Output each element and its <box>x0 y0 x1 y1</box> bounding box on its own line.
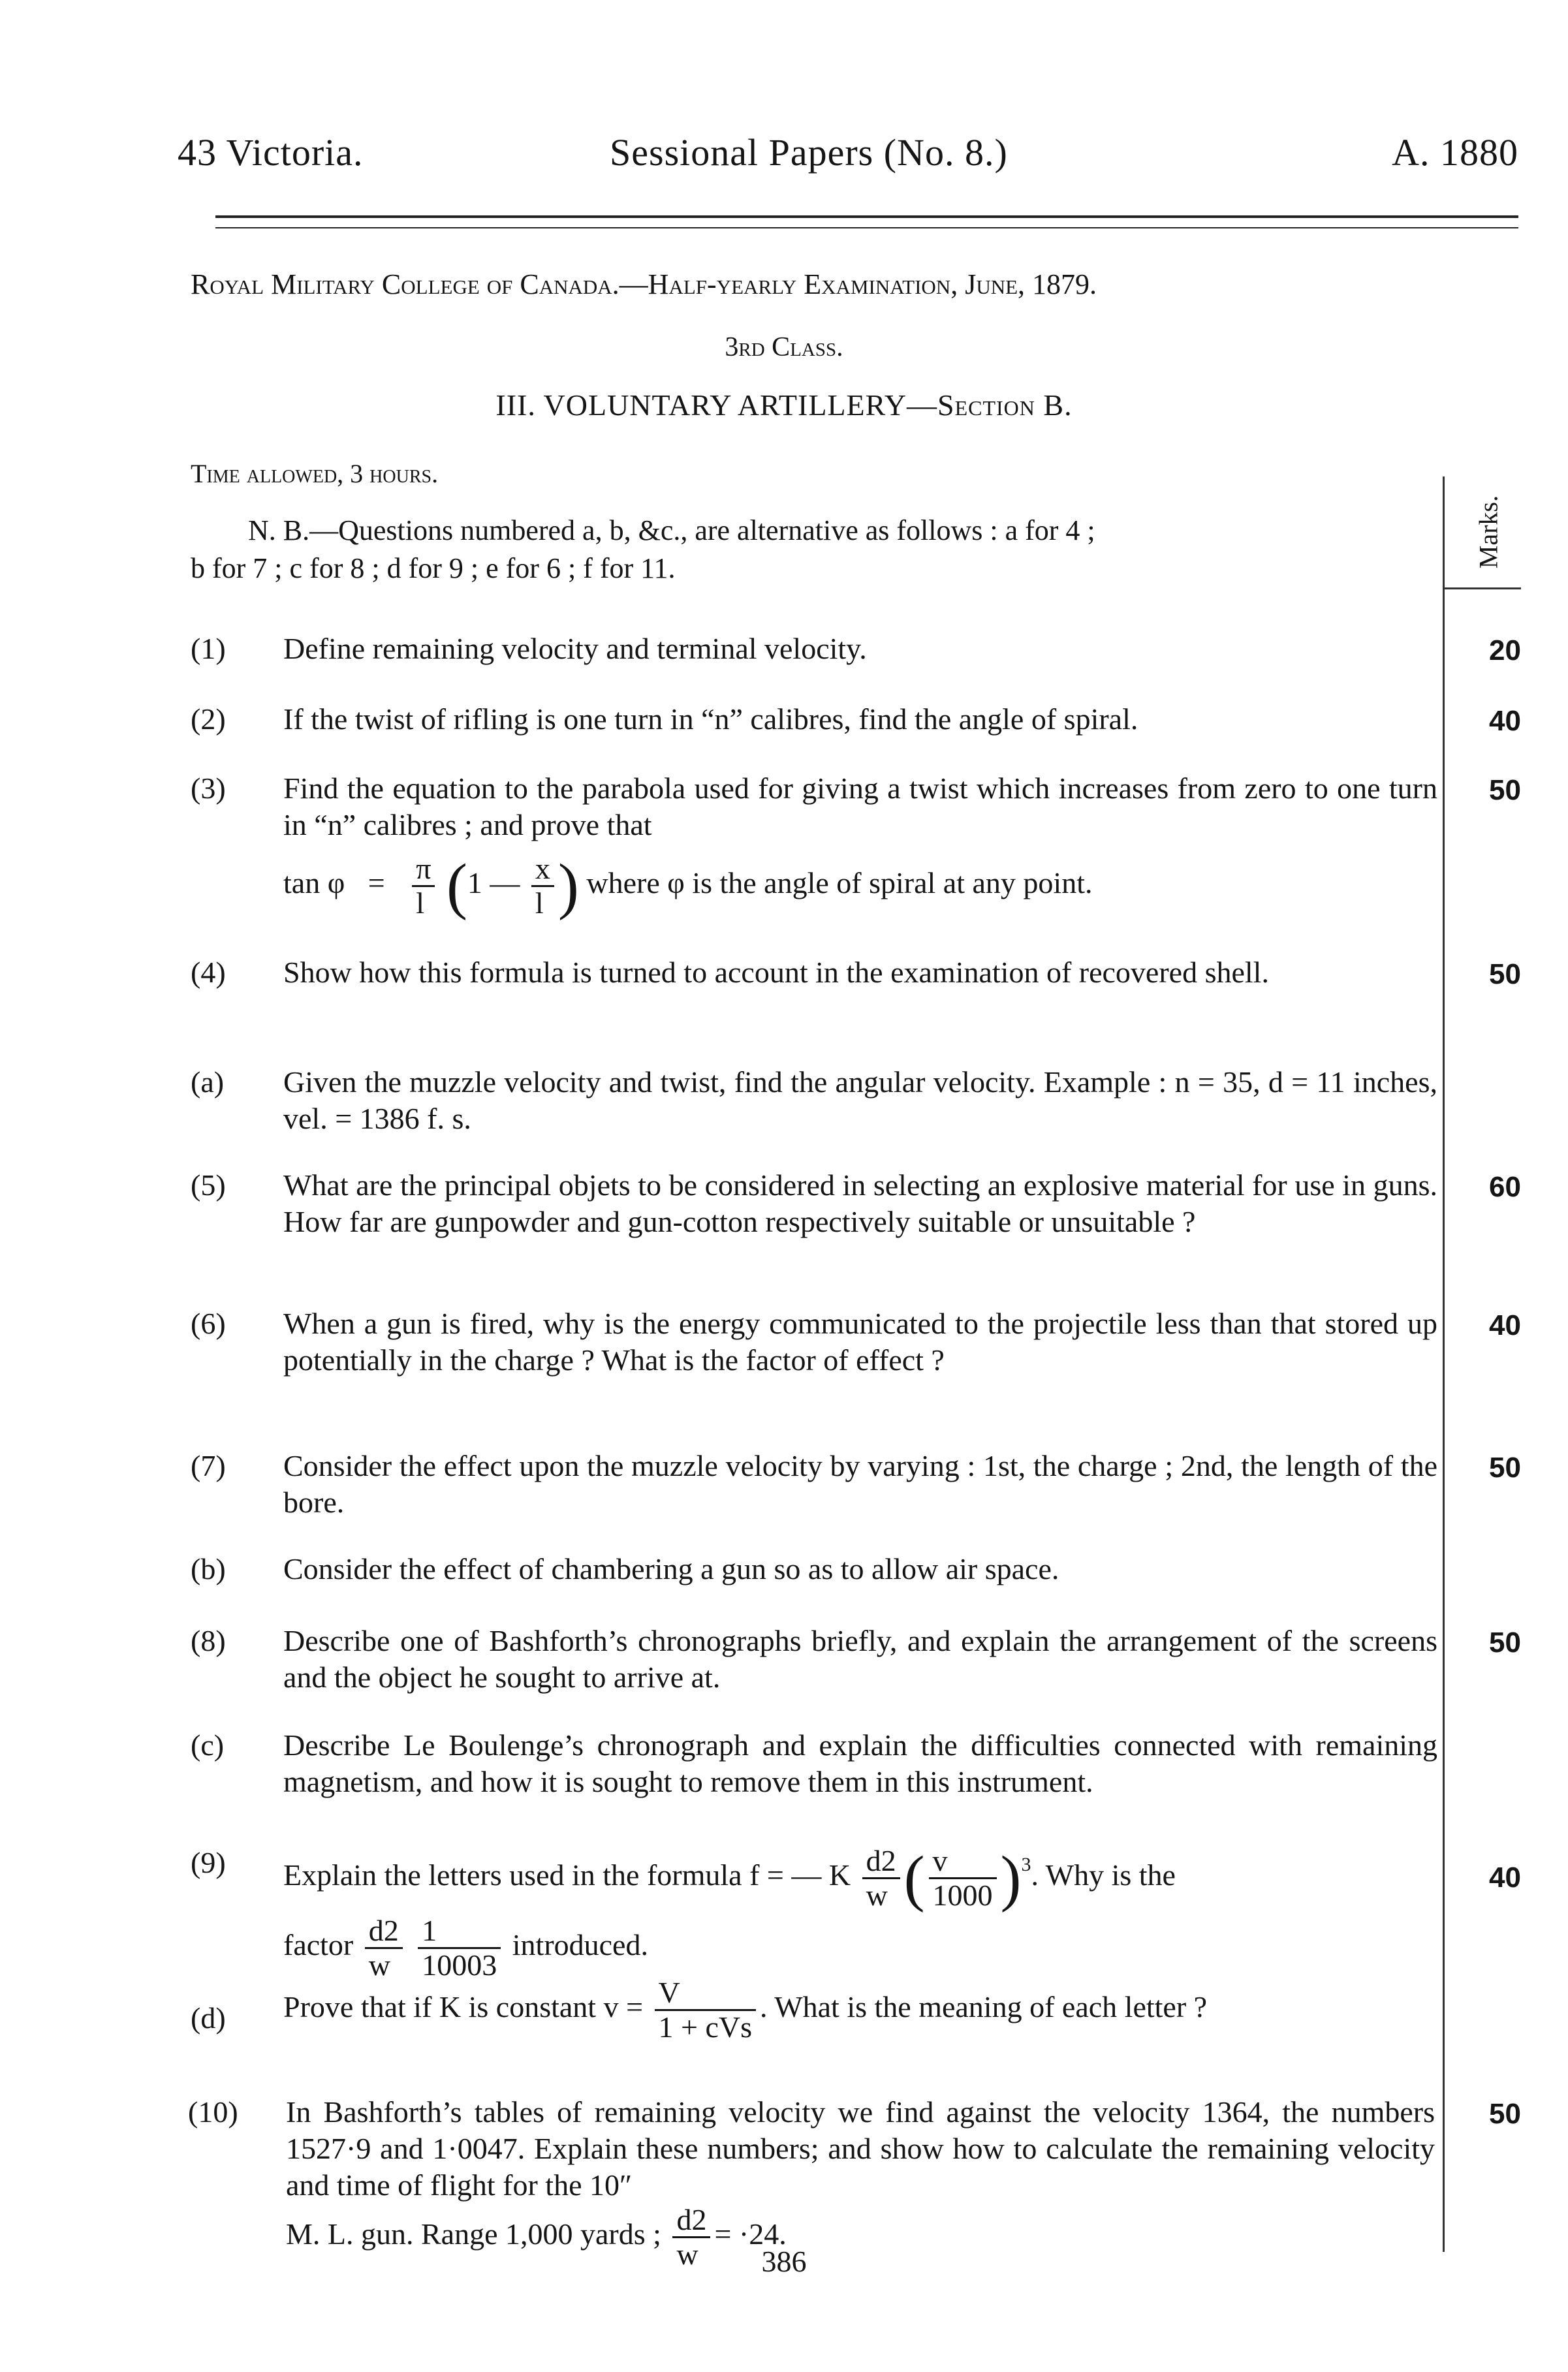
eq-close-paren: ) <box>557 850 579 921</box>
question-4 <box>191 954 1437 991</box>
question-number: (9) <box>191 1846 226 1879</box>
prove-tail: . What is the meaning of each letter ? <box>760 1990 1208 2024</box>
eq-open-paren: ( <box>446 850 467 921</box>
question-text: Describe Le Boulenge’s chronograph and explain the difficulties connected with remaining magnetism, and how it is sought to remove them in this instrument. <box>283 1728 1437 1798</box>
question-text: What are the principal objets to be considered in selecting an explosive material for use in guns. How far are gunpowder and gun-cotton respectively suitable or unsuitable ? <box>283 1168 1437 1238</box>
question-number: (5) <box>191 1168 226 1202</box>
eq-equals: = <box>368 866 385 900</box>
mark-5: 60 <box>1489 1171 1521 1203</box>
question-3 <box>191 770 1437 920</box>
mark-4: 50 <box>1489 958 1521 990</box>
mark-10: 50 <box>1489 2098 1521 2130</box>
spiral-equation <box>283 852 1437 920</box>
velocity-numerator: V <box>655 1976 756 2011</box>
formula-why: . Why is the <box>1031 1858 1176 1892</box>
mark-3: 50 <box>1489 774 1521 806</box>
eq-one-minus: 1 — <box>467 866 520 900</box>
question-text: When a gun is fired, why is the energy communicated to the projectile less than that stored up potentially in the charge ? What is the factor of effect ? <box>283 1307 1437 1377</box>
question-text: Describe one of Bashforth’s chronographs briefly, and explain the arrangement of the screens and the object he sought to arrive at. <box>283 1624 1437 1694</box>
question-6 <box>191 1305 1437 1379</box>
question-number: (6) <box>191 1307 226 1340</box>
question-b <box>191 1551 1437 1587</box>
class-title: 3rd Class. <box>725 332 843 362</box>
question-number: (c) <box>191 1728 225 1762</box>
formula-cube: 3 <box>1021 1854 1031 1876</box>
marks-column-rule <box>1443 476 1445 2252</box>
mark-8: 50 <box>1489 1627 1521 1659</box>
range-text: M. L. gun. Range 1,000 yards ; <box>286 2217 661 2251</box>
question-text: Given the muzzle velocity and twist, find the angular velocity. Example : n = 35, d = 11 inches, vel. = 1386 f. s. <box>283 1065 1437 1135</box>
page-number: 386 <box>761 2245 807 2278</box>
question-number: (4) <box>191 956 226 989</box>
factor-1-over-1000-cubed <box>418 1914 501 1982</box>
question-text <box>283 1976 1437 2044</box>
ratio-value: = ·24. <box>714 2217 787 2251</box>
question-2 <box>191 701 1437 738</box>
time-allowed: Time allowed, 3 hours. <box>191 459 439 488</box>
subject-section: Section B. <box>937 388 1073 422</box>
factor-w: w <box>368 1948 390 1982</box>
question-8 <box>191 1623 1437 1696</box>
question-number: (a) <box>191 1065 225 1099</box>
factor-word: factor <box>283 1928 354 1962</box>
formula-v-over-1000 <box>929 1845 997 1912</box>
factor-line <box>283 1914 1437 1982</box>
note-line-1: N. B.—Questions numbered a, b, &c., are alternative as follows : a for 4 ; <box>248 514 1095 546</box>
note-line-2: b for 7 ; c for 8 ; d for 9 ; e for 6 ; f for 11. <box>191 552 676 584</box>
question-number: (d) <box>191 2001 226 2035</box>
eq-l-2: l <box>535 886 544 920</box>
question-9 <box>191 1845 1437 1982</box>
header-double-rule <box>215 215 1518 228</box>
question-number: (b) <box>191 1552 226 1585</box>
formula-intro: Explain the letters used in the formula f = — K <box>283 1858 851 1892</box>
question-5 <box>191 1167 1437 1240</box>
formula-v: v <box>929 1845 997 1879</box>
velocity-fraction <box>655 1976 756 2044</box>
factor-one: 1 <box>418 1914 501 1949</box>
ratio-w: w <box>676 2238 698 2271</box>
eq-lhs: tan φ <box>283 866 345 900</box>
running-head-left: 43 Victoria. <box>178 131 364 174</box>
ratio-d2: d2 <box>672 2204 710 2238</box>
question-c <box>191 1727 1437 1800</box>
formula-open-paren: ( <box>903 1843 925 1913</box>
mark-7: 50 <box>1489 1452 1521 1484</box>
mark-2: 40 <box>1489 705 1521 737</box>
question-number: (2) <box>191 702 226 736</box>
question-number: (1) <box>191 632 226 665</box>
eq-x: x <box>531 852 554 887</box>
mark-9: 40 <box>1489 1862 1521 1894</box>
prove-intro: Prove that if K is constant v = <box>283 1990 644 2024</box>
running-head-right: A. 1880 <box>1392 131 1518 174</box>
question-d <box>191 1976 1437 2044</box>
marks-header-label: Marks. <box>1473 495 1503 569</box>
running-head-center: Sessional Papers (No. 8.) <box>610 131 1008 174</box>
question-text <box>283 1845 1437 1982</box>
question-text: In Bashforth’s tables of remaining velocity we find against the velocity 1364, the numbers 1527·9 and 1·0047. Explain these numbers; and show how to calculate the remaining velocity and time of flight for the 10″ <box>286 2095 1435 2202</box>
question-number: (3) <box>191 772 226 805</box>
formula-d2-over-w <box>862 1845 900 1912</box>
mark-6: 40 <box>1489 1309 1521 1341</box>
college-title: Royal Military College of Canada.—Half-yearly Examination, June, 1879. <box>191 268 1097 300</box>
eq-tail: where φ is the angle of spiral at any point. <box>586 866 1093 900</box>
formula-d2: d2 <box>862 1845 900 1879</box>
formula-1000: 1000 <box>932 1879 993 1912</box>
instructions-note <box>191 512 1431 587</box>
question-text: If the twist of rifling is one turn in “n” calibres, find the angle of spiral. <box>283 702 1138 736</box>
subject-main: III. VOLUNTARY ARTILLERY— <box>495 388 937 422</box>
question-text: Define remaining velocity and terminal velocity. <box>283 632 867 665</box>
eq-l: l <box>416 886 424 920</box>
running-head <box>178 131 1518 183</box>
formula-w: w <box>866 1879 888 1912</box>
question-7 <box>191 1448 1437 1521</box>
factor-introduced: introduced. <box>512 1928 648 1962</box>
question-number: (8) <box>191 1624 226 1657</box>
question-text: Consider the effect upon the muzzle velocity by varying : 1st, the charge ; 2nd, the length of the bore. <box>283 1449 1437 1519</box>
question-number: (10) <box>188 2095 238 2129</box>
question-1 <box>191 631 1437 667</box>
eq-pi-over-l <box>412 852 435 920</box>
eq-pi: π <box>412 852 435 887</box>
factor-d2: d2 <box>365 1914 403 1949</box>
factor-1000-cubed: 10003 <box>422 1948 497 1982</box>
question-text: Consider the effect of chambering a gun so as to allow air space. <box>283 1552 1059 1585</box>
question-text: Find the equation to the parabola used for giving a twist which increases from zero to one turn in “n” calibres ; and prove that <box>283 772 1437 841</box>
subject-title <box>0 388 1568 422</box>
factor-d2-over-w <box>365 1914 403 1982</box>
question-number: (7) <box>191 1449 226 1482</box>
question-a <box>191 1064 1437 1137</box>
formula-close-paren: ) <box>1000 1843 1022 1913</box>
mark-1: 20 <box>1489 634 1521 666</box>
velocity-denominator: 1 + cVs <box>658 2010 753 2044</box>
eq-x-over-l <box>531 852 554 920</box>
question-text: Show how this formula is turned to account in the examination of recovered shell. <box>283 956 1269 989</box>
